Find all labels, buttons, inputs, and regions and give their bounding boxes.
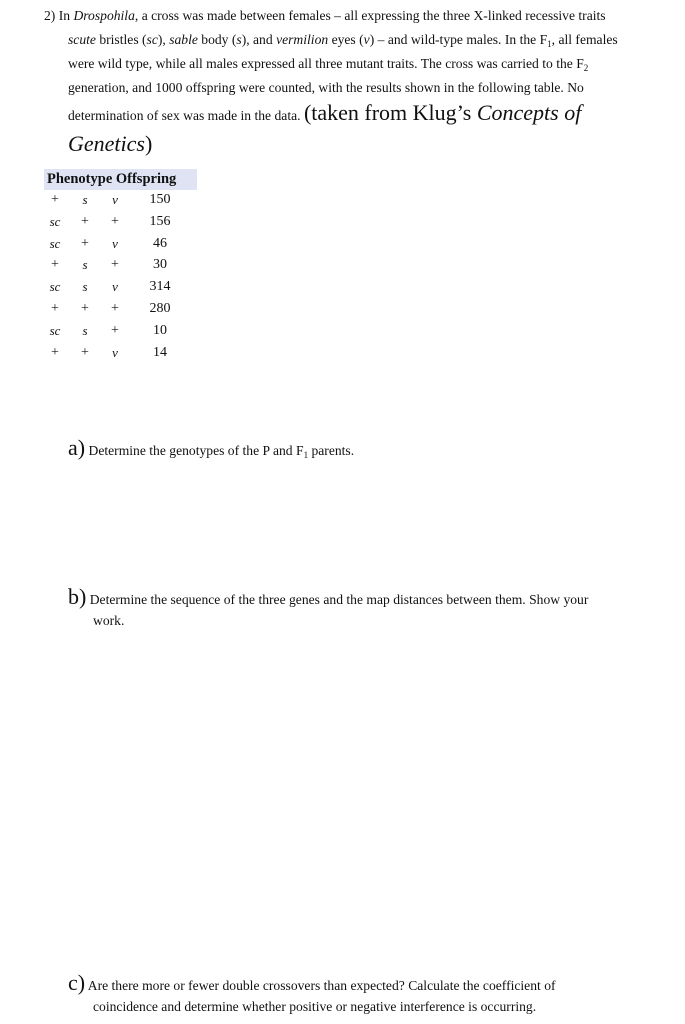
part-c-text-line1: Are there more or fewer double crossovers than expected? Calculate the coefficient of [87, 978, 556, 993]
offspring-count-cell: 314 [149, 279, 171, 295]
gene-s-cell: + [81, 235, 89, 251]
part-c-letter: c) [68, 970, 86, 995]
gene-v-cell: v [112, 192, 118, 207]
part-b [68, 586, 668, 631]
offspring-count-cell: 10 [153, 322, 167, 338]
table-header: Phenotype Offspring [44, 169, 197, 190]
gene-sc-cell: + [51, 344, 59, 360]
gene-sc-cell: sc [49, 235, 61, 251]
question-line-4: generation, and 1000 offspring were counted, with the results shown in the following table. No [68, 80, 584, 95]
part-b-letter: b) [68, 584, 87, 609]
phenotype-table [44, 169, 197, 364]
offspring-count-cell: 156 [149, 213, 171, 229]
table-row [44, 321, 197, 343]
part-a-letter: a) [68, 435, 86, 460]
gene-s-cell: s [82, 322, 88, 338]
gene-sc-cell: + [51, 192, 59, 207]
gene-sc-cell: sc [49, 279, 61, 295]
question-line-3: were wild type, while all males expressed all three mutant traits. The cross was carried to the $F_2$ [68, 56, 589, 73]
table-row [44, 299, 197, 321]
gene-sc-cell: sc [49, 213, 61, 229]
table-row [44, 343, 197, 365]
gene-s-cell: + [81, 344, 89, 360]
part-b-text-line2: work. [93, 613, 125, 628]
part-b-text-line1: Determine the sequence of the three genes and the map distances between them. Show your [89, 592, 589, 607]
gene-sc-cell: + [51, 300, 59, 316]
source-citation-end: Genetics) [68, 131, 153, 156]
gene-v-cell: + [111, 257, 119, 273]
question-line-5: determination of sex was made in the data. (taken from Klug’s Concepts of [68, 100, 582, 125]
table-row [44, 234, 197, 256]
gene-s-cell: + [81, 213, 89, 229]
part-a-text: Determine the genotypes of the P and $F_1$ parents. [88, 443, 355, 460]
offspring-count-cell: 30 [153, 257, 167, 273]
gene-v-cell: v [112, 235, 118, 251]
offspring-count-cell: 150 [149, 192, 171, 207]
gene-v-cell: + [111, 300, 119, 316]
part-c-text-line2: coincidence and determine whether positive or negative interference is occurring. [93, 999, 537, 1014]
offspring-count-cell: 280 [149, 300, 171, 316]
table-row [44, 190, 197, 212]
table-row [44, 277, 197, 299]
gene-v-cell: + [111, 213, 119, 229]
question-line-2: scute bristles (sc), sable body (s), and vermilion eyes (v) – and wild-type males. In the $F_1$, all females [68, 32, 618, 49]
gene-s-cell: s [82, 279, 88, 295]
gene-sc-cell: + [51, 257, 59, 273]
gene-s-cell: s [82, 257, 88, 273]
gene-s-cell: + [81, 300, 89, 316]
part-a [68, 437, 668, 461]
gene-v-cell: + [111, 322, 119, 338]
gene-v-cell: v [112, 279, 118, 295]
part-c [68, 972, 668, 1017]
offspring-count-cell: 14 [153, 344, 167, 360]
gene-s-cell: s [82, 192, 88, 207]
question-text [44, 4, 676, 158]
question-line-1: 2) In Drospohila, a cross was made between females – all expressing the three X-linked recessive traits [44, 8, 606, 23]
table-body [44, 190, 197, 364]
table-row [44, 212, 197, 234]
table-row [44, 255, 197, 277]
gene-sc-cell: sc [49, 322, 61, 338]
offspring-count-cell: 46 [153, 235, 167, 251]
gene-v-cell: v [112, 344, 118, 360]
